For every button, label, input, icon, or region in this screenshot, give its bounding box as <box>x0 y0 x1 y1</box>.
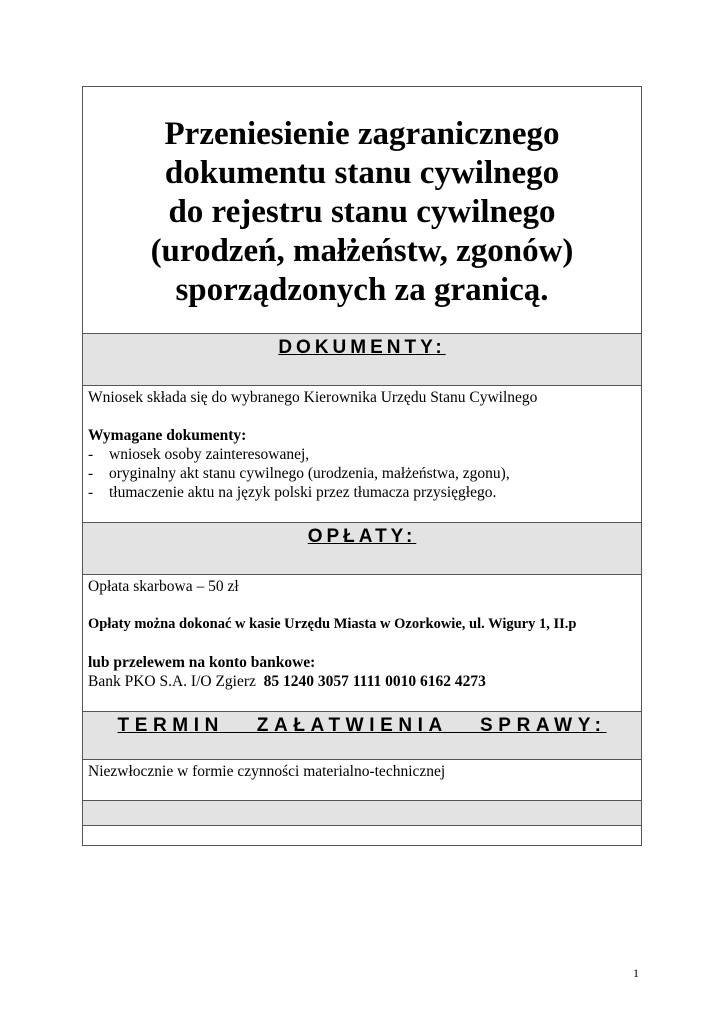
page-number: 1 <box>633 966 639 980</box>
bank-name: Bank PKO S.A. I/O Zgierz <box>88 673 256 690</box>
empty-row <box>83 826 641 845</box>
document-table <box>82 86 642 846</box>
documents-content <box>83 386 641 523</box>
documents-header <box>83 334 641 386</box>
deadline-heading: TERMIN ZAŁATWIENIA SPRAWY: <box>117 715 607 736</box>
dash-marker: - <box>88 465 94 482</box>
empty-row <box>83 801 641 826</box>
documents-heading: DOKUMENTY: <box>278 337 446 358</box>
title-line: dokumentu stanu cywilnego <box>164 154 560 191</box>
title-line: (urodzeń, małżeństw, zgonów) <box>150 232 574 269</box>
cash-desk-text: Opłaty można dokonać w kasie Urzędu Miasta w Ozorkowie, ul. Wigury 1, II.p <box>88 616 577 632</box>
list-item <box>88 445 636 464</box>
documents-intro: Wniosek składa się do wybranego Kierownika Urzędu Stanu Cywilnego <box>88 389 538 406</box>
dash-marker: - <box>88 484 94 501</box>
spacer <box>88 634 636 653</box>
list-item <box>88 464 636 483</box>
dash-marker: - <box>88 446 94 463</box>
required-documents-list <box>88 445 636 502</box>
fees-heading: OPŁATY: <box>307 526 417 547</box>
spacer <box>88 407 636 426</box>
title-line: do rejestru stanu cywilnego <box>168 193 556 230</box>
list-item <box>88 483 636 502</box>
deadline-text: Niezwłocznie w formie czynności materialno-technicznej <box>88 763 446 780</box>
title-cell <box>83 87 641 334</box>
list-item-text: oryginalny akt stanu cywilnego (urodzenia, małżeństwa, zgonu), <box>109 465 510 482</box>
deadline-header <box>83 712 641 760</box>
deadline-content <box>83 760 641 801</box>
required-documents-label: Wymagane dokumenty: <box>88 427 247 444</box>
document-title <box>151 111 574 310</box>
fees-header <box>83 523 641 575</box>
bank-account-line <box>88 672 636 691</box>
list-item-text: wniosek osoby zainteresowanej, <box>109 446 310 463</box>
bank-transfer-label: lub przelewem na konto bankowe: <box>88 654 316 671</box>
stamp-duty-text: Opłata skarbowa – 50 zł <box>88 578 239 595</box>
title-line: sporządzonych za granicą. <box>175 271 549 308</box>
account-number: 85 1240 3057 1111 0010 6162 4273 <box>263 673 486 690</box>
list-item-text: tłumaczenie aktu na język polski przez tłumacza przysięgłego. <box>109 484 497 501</box>
fees-content <box>83 575 641 712</box>
spacer <box>88 596 636 615</box>
title-line: Przeniesienie zagranicznego <box>164 115 560 152</box>
